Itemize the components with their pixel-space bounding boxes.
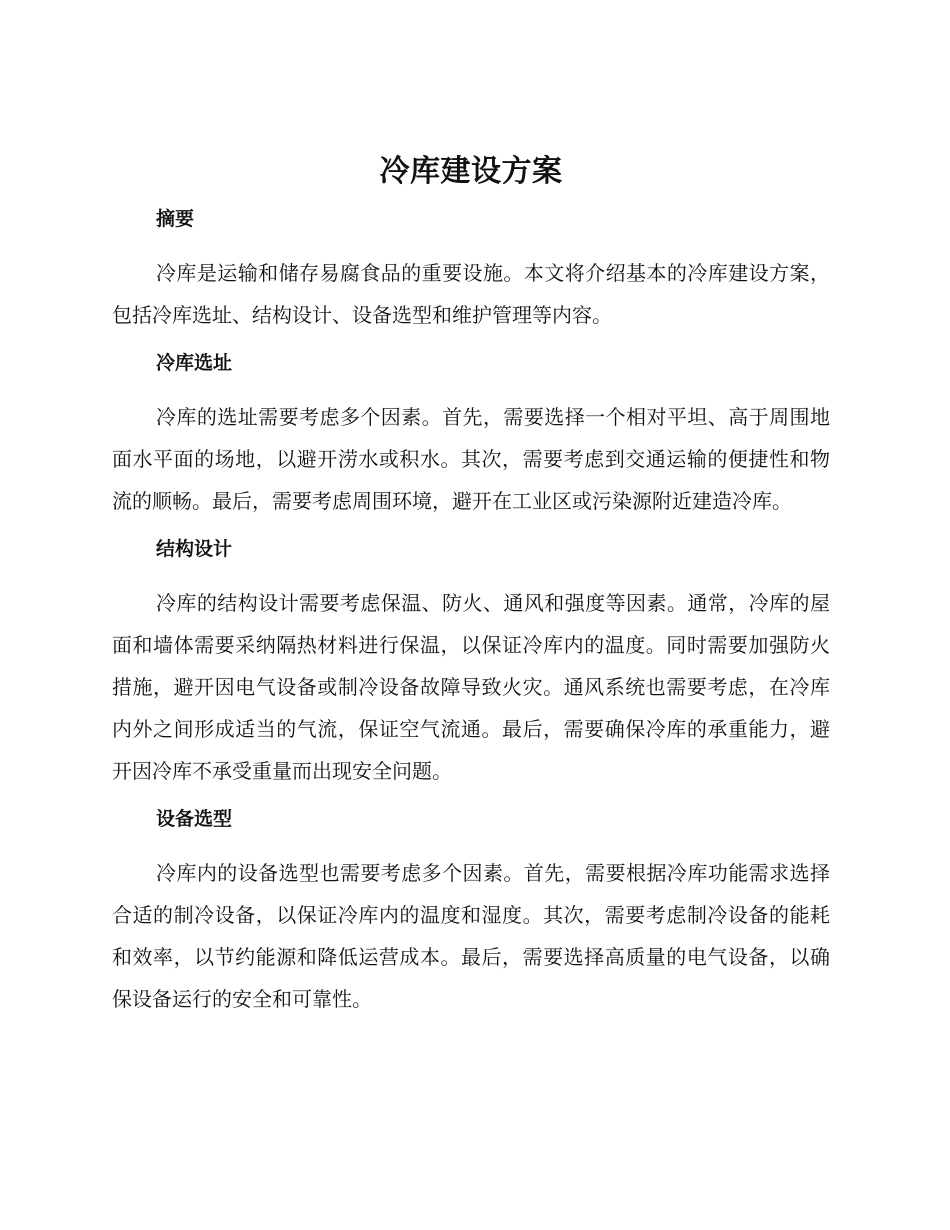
section-abstract <box>112 204 830 336</box>
document-title: 冷库建设方案 <box>379 154 563 189</box>
section-equipment-selection <box>112 804 830 1020</box>
section-heading: 结构设计 <box>156 538 233 560</box>
document-page <box>112 152 830 1020</box>
section-heading: 摘要 <box>156 208 195 230</box>
section-heading: 设备选型 <box>156 808 233 830</box>
section-structure-design <box>112 534 830 792</box>
section-site-selection <box>112 348 830 522</box>
section-paragraph: 冷库的选址需要考虑多个因素。首先，需要选择一个相对平坦、高于周围地面水平面的场地，以避开涝水或积水。其次，需要考虑到交通运输的便捷性和物流的顺畅。最后，需要考虑周围环境，避开在工业区或污染源附近建造冷库。 <box>112 405 830 513</box>
section-paragraph: 冷库的结构设计需要考虑保温、防火、通风和强度等因素。通常，冷库的屋面和墙体需要采纳隔热材料进行保温，以保证冷库内的温度。同时需要加强防火措施，避开因电气设备或制冷设备故障导致火灾。通风系统也需要考虑，在冷库内外之间形成适当的气流，保证空气流通。最后，需要确保冷库的承重能力，避开因冷库不承受重量而出现安全问题。 <box>112 591 830 783</box>
section-paragraph: 冷库是运输和储存易腐食品的重要设施。本文将介绍基本的冷库建设方案，包括冷库选址、结构设计、设备选型和维护管理等内容。 <box>112 261 830 327</box>
section-heading: 冷库选址 <box>156 352 233 374</box>
section-paragraph: 冷库内的设备选型也需要考虑多个因素。首先，需要根据冷库功能需求选择合适的制冷设备，以保证冷库内的温度和湿度。其次，需要考虑制冷设备的能耗和效率，以节约能源和降低运营成本。最后，需要选择高质量的电气设备，以确保设备运行的安全和可靠性。 <box>112 861 830 1011</box>
